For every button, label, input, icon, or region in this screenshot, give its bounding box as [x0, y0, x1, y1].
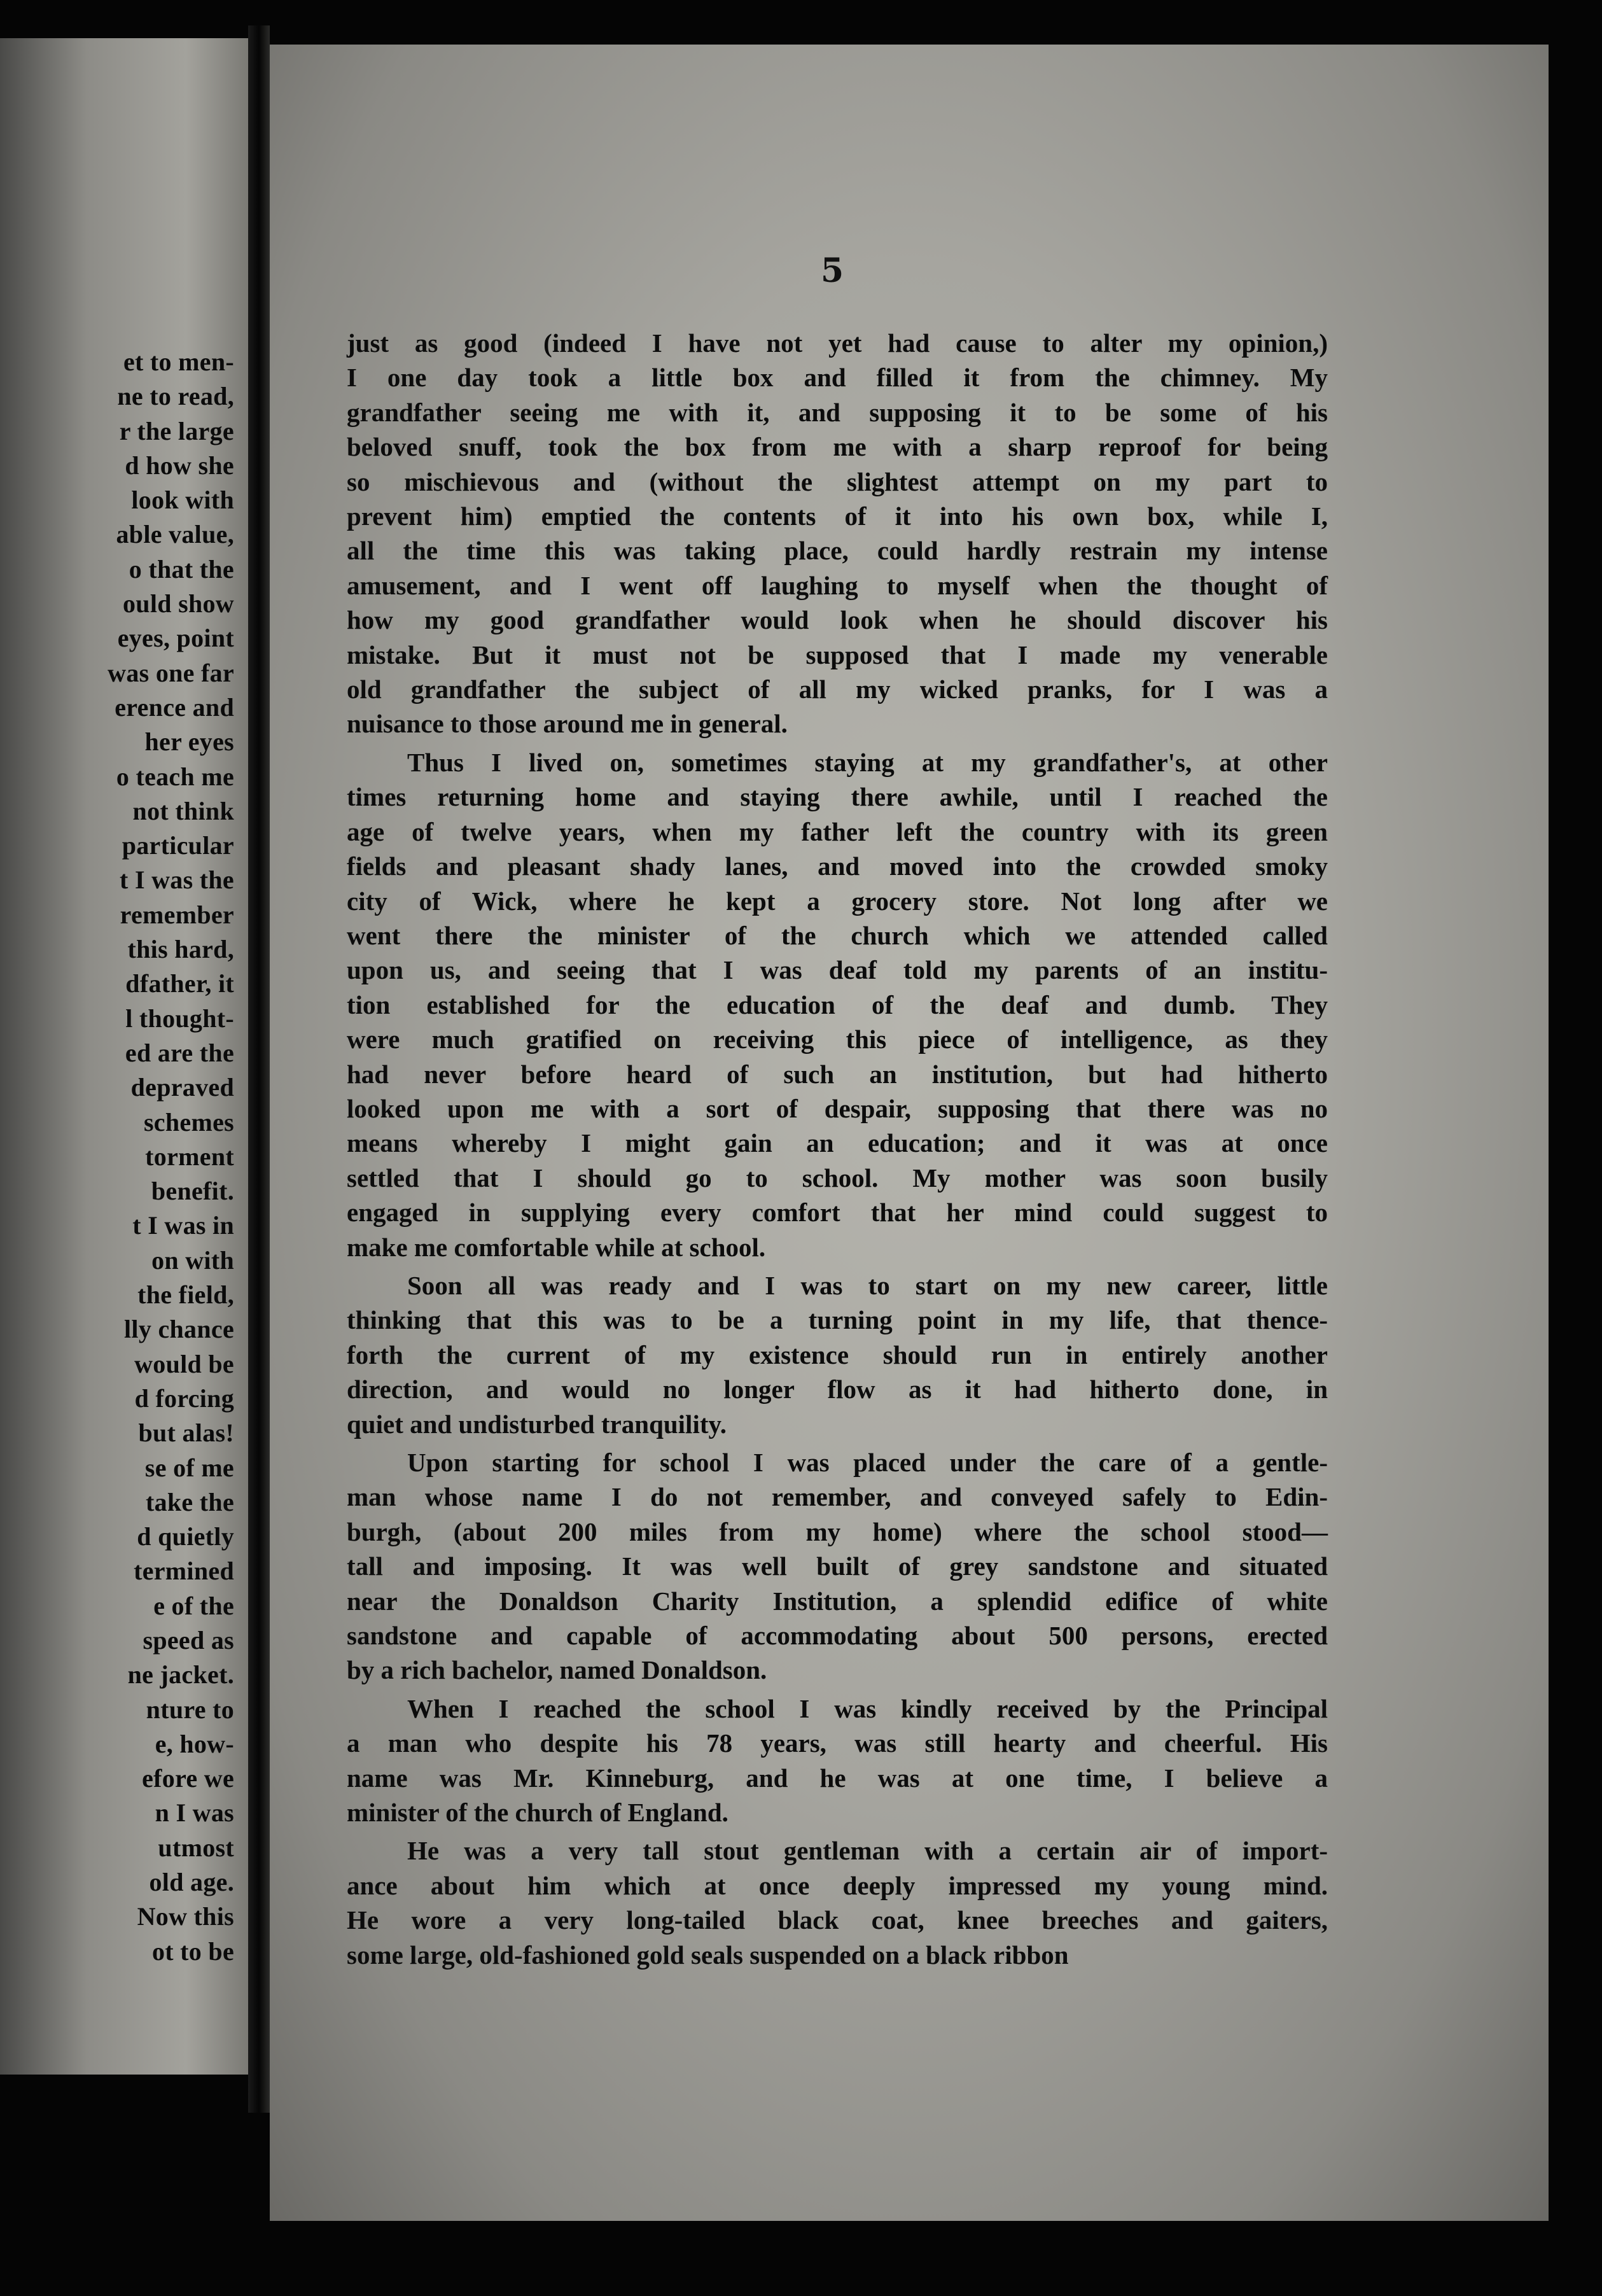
page-gutter — [248, 25, 270, 2113]
text-line: upon us, and seeing that I was deaf told my parents of an institu- — [347, 955, 1328, 985]
facing-page-line: d forcing — [134, 1383, 234, 1413]
facing-page-line: nture to — [146, 1695, 234, 1724]
facing-page-line: her eyes — [144, 727, 234, 757]
text-line: a man who despite his 78 years, was still hearty and cheerful. His — [347, 1728, 1328, 1758]
paragraph — [347, 1445, 1328, 1688]
text-line: Thus I lived on, sometimes staying at my grandfather's, at other — [407, 747, 1328, 777]
facing-page-line: e of the — [153, 1591, 234, 1620]
facing-page-line: would be — [134, 1349, 234, 1378]
facing-page-line: efore we — [142, 1764, 234, 1793]
facing-page-line: e, how- — [155, 1729, 234, 1758]
facing-page-line: benefit. — [151, 1177, 234, 1206]
facing-page-line: ne to read, — [117, 382, 234, 411]
text-line: old grandfather the subject of all my wicked pranks, for I was a — [347, 675, 1328, 704]
facing-page-line: o teach me — [116, 762, 234, 791]
text-line: grandfather seeing me with it, and supposing it to be some of his — [347, 397, 1328, 427]
facing-page-line: d how she — [125, 451, 234, 480]
text-line: direction, and would no longer flow as it had hitherto done, in — [347, 1375, 1328, 1404]
text-line: so mischievous and (without the slightest attempt on my part to — [347, 466, 1328, 496]
text-line: make me comfortable while at school. — [347, 1232, 766, 1262]
text-line: near the Donaldson Charity Institution, a splendid edifice of white — [347, 1586, 1328, 1616]
text-line: just as good (indeed I have not yet had cause to alter my opinion,) — [347, 328, 1328, 358]
page-body-text — [347, 326, 1328, 1972]
facing-page-line: lly chance — [124, 1315, 234, 1344]
facing-page-line: remember — [120, 900, 234, 929]
facing-page-line: se of me — [144, 1453, 234, 1482]
facing-page-line: speed as — [143, 1625, 234, 1655]
text-line: went there the minister of the church which we attended called — [347, 920, 1328, 950]
text-line: sandstone and capable of accommodating about 500 persons, erected — [347, 1621, 1328, 1651]
facing-page-line: dfather, it — [125, 969, 234, 998]
facing-page-line: was one far — [108, 658, 234, 687]
facing-page-line: n I was — [155, 1798, 234, 1828]
text-line: thinking that this was to be a turning point in my life, that thence- — [347, 1305, 1328, 1335]
facing-page-line: schemes — [143, 1107, 234, 1137]
text-line: ance about him which at once deeply impressed my young mind. — [347, 1870, 1328, 1900]
facing-page-line: erence and — [115, 692, 234, 722]
text-line: I one day took a little box and filled it from the chimney. My — [347, 363, 1328, 393]
text-line: He wore a very long-tailed black coat, knee breeches and gaiters, — [347, 1905, 1328, 1935]
facing-page-line: this hard, — [127, 935, 234, 964]
facing-page-line: ot to be — [151, 1936, 234, 1966]
page-number: 5 — [821, 251, 844, 290]
facing-page-line: ed are the — [125, 1038, 234, 1067]
facing-page-line: on with — [151, 1245, 234, 1275]
facing-page-line: utmost — [158, 1833, 234, 1862]
text-line: fields and pleasant shady lanes, and moved into the crowded smoky — [347, 851, 1328, 881]
text-line: means whereby I might gain an education; and it was at once — [347, 1128, 1328, 1158]
text-line: Upon starting for school I was placed under the care of a gentle- — [407, 1448, 1328, 1477]
facing-page-line: t I was the — [120, 865, 234, 895]
facing-page-text — [5, 345, 234, 1969]
facing-page-line: but alas! — [138, 1418, 234, 1448]
text-line: Soon all was ready and I was to start on my new career, little — [407, 1270, 1328, 1300]
text-line: tion established for the education of the deaf and dumb. They — [347, 990, 1328, 1019]
text-line: When I reached the school I was kindly received by the Principal — [407, 1693, 1328, 1723]
facing-page-fragment — [0, 38, 248, 2075]
text-line: tall and imposing. It was well built of grey sandstone and situated — [347, 1551, 1328, 1581]
facing-page-line: depraved — [130, 1073, 234, 1102]
facing-page-line: r the large — [119, 416, 234, 445]
facing-page-line: the field, — [137, 1280, 234, 1310]
text-line: times returning home and staying there awhile, until I reached the — [347, 782, 1328, 812]
facing-page-line: l thought- — [125, 1004, 234, 1033]
facing-page-line: able value, — [116, 520, 234, 549]
text-line: beloved snuff, took the box from me with a sharp reproof for being — [347, 432, 1328, 462]
paragraph — [347, 1268, 1328, 1441]
paragraph — [347, 1691, 1328, 1830]
facing-page-line: particular — [122, 831, 234, 860]
text-line: He was a very tall stout gentleman with a certain air of import- — [407, 1836, 1328, 1866]
text-line: had never before heard of such an institution, but had hitherto — [347, 1059, 1328, 1089]
text-line: amusement, and I went off laughing to myself when the thought of — [347, 570, 1328, 600]
text-line: minister of the church of England. — [347, 1798, 728, 1828]
text-line: name was Mr. Kinneburg, and he was at one time, I believe a — [347, 1763, 1328, 1793]
facing-page-line: eyes, point — [117, 624, 234, 653]
text-line: looked upon me with a sort of despair, supposing that there was no — [347, 1093, 1328, 1123]
facing-page-line: Now this — [137, 1902, 234, 1931]
facing-page-line: old age. — [149, 1868, 234, 1897]
text-line: all the time this was taking place, could hardly restrain my intense — [347, 536, 1328, 566]
facing-page-line: torment — [145, 1142, 234, 1171]
facing-page-line: ne jacket. — [127, 1660, 234, 1690]
text-line: prevent him) emptied the contents of it into his own box, while I, — [347, 501, 1328, 531]
facing-page-line: ould show — [122, 589, 234, 619]
text-line: settled that I should go to school. My mother was soon busily — [347, 1163, 1328, 1193]
facing-page-line: et to men- — [123, 347, 234, 376]
text-line: quiet and undisturbed tranquility. — [347, 1409, 727, 1439]
facing-page-line: take the — [145, 1487, 234, 1516]
text-line: some large, old-fashioned gold seals suspended on a black ribbon — [347, 1940, 1069, 1970]
facing-page-line: not think — [132, 796, 234, 825]
text-line: were much gratified on receiving this piece of intelligence, as they — [347, 1025, 1328, 1054]
paragraph — [347, 745, 1328, 1264]
text-line: forth the current of my existence should run in entirely another — [347, 1340, 1328, 1369]
facing-page-line: t I was in — [132, 1211, 234, 1240]
facing-page-line: d quietly — [137, 1522, 234, 1551]
text-line: engaged in supplying every comfort that her mind could suggest to — [347, 1198, 1328, 1228]
text-line: burgh, (about 200 miles from my home) where the school stood— — [347, 1516, 1328, 1546]
text-line: how my good grandfather would look when he should discover his — [347, 605, 1328, 635]
facing-page-line: o that the — [129, 554, 234, 584]
facing-page-line: look with — [131, 486, 234, 515]
facing-page-line: termined — [134, 1557, 234, 1586]
text-line: man whose name I do not remember, and conveyed safely to Edin- — [347, 1482, 1328, 1512]
paragraph — [347, 326, 1328, 741]
text-line: mistake. But it must not be supposed that I made my venerable — [347, 640, 1328, 669]
text-line: age of twelve years, when my father left the country with its green — [347, 816, 1328, 846]
text-line: city of Wick, where he kept a grocery store. Not long after we — [347, 886, 1328, 916]
paragraph — [347, 1833, 1328, 1972]
text-line: nuisance to those around me in general. — [347, 709, 788, 739]
text-line: by a rich bachelor, named Donaldson. — [347, 1655, 767, 1685]
